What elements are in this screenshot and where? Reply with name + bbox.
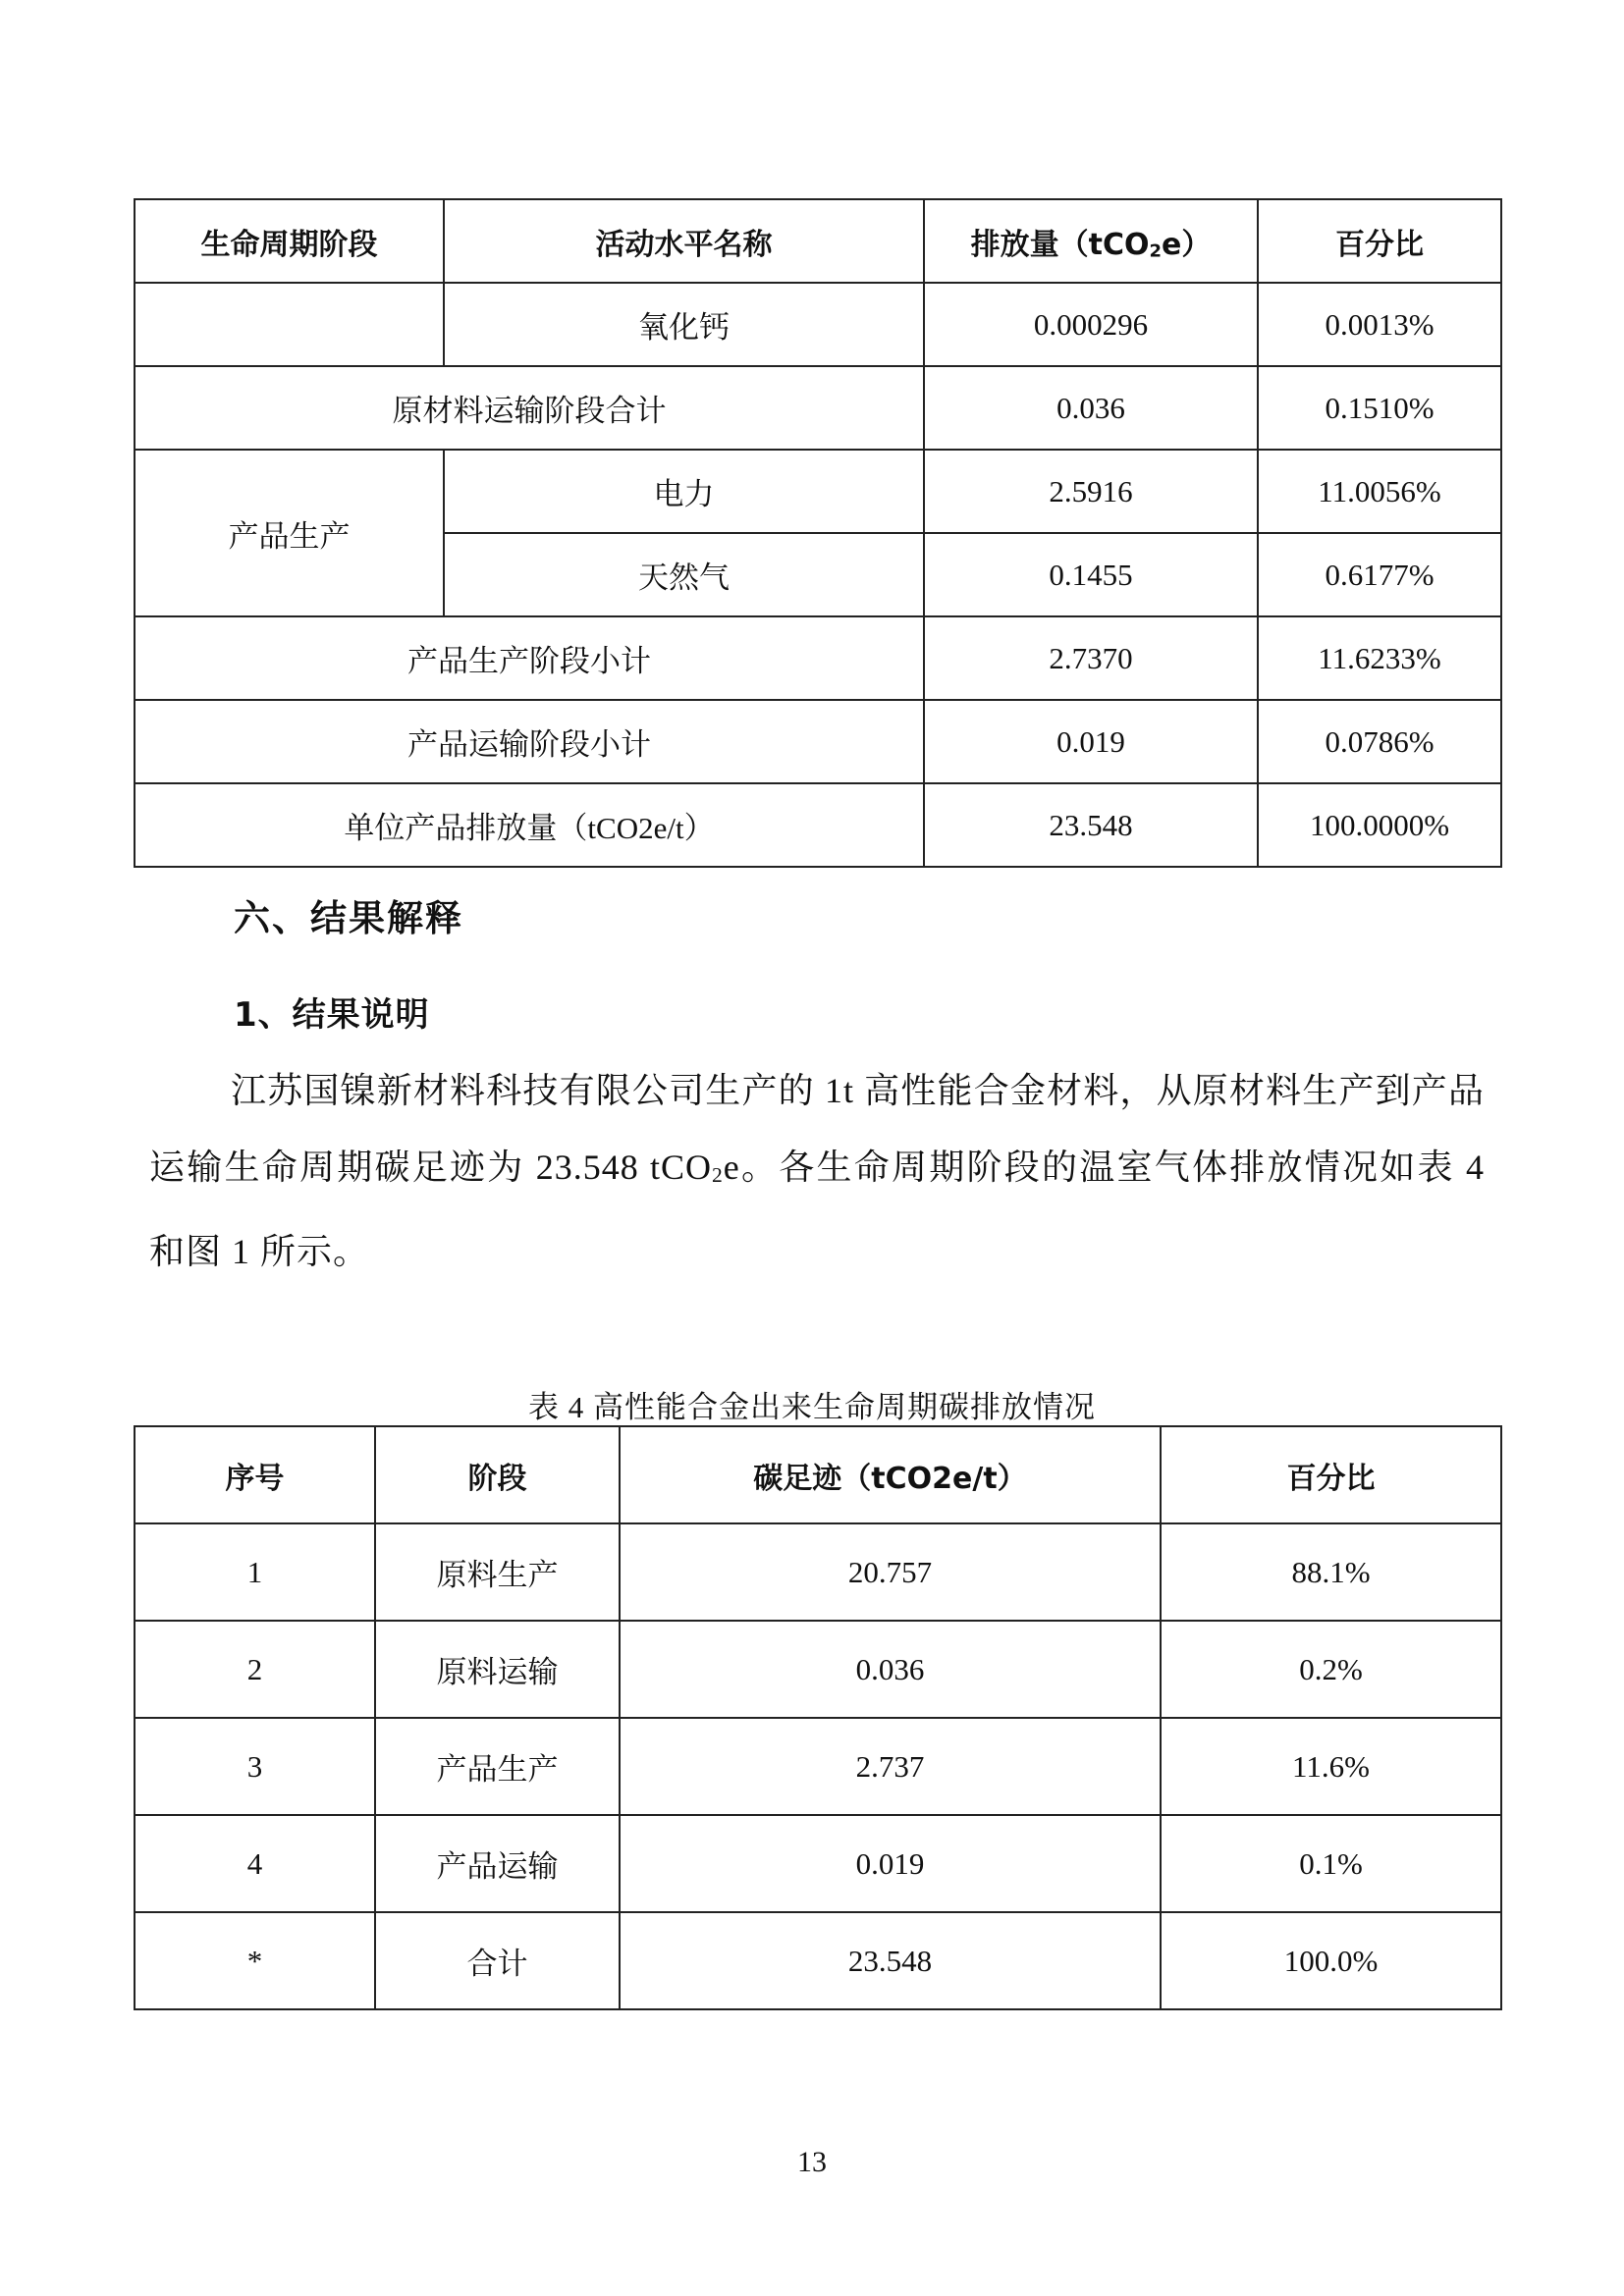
table-row [135,366,1501,450]
cell-stage: 产品生产 [375,1718,620,1815]
cell-footprint: 20.757 [620,1523,1161,1621]
table-row [135,450,1501,533]
result-paragraph: 江苏国镍新材料科技有限公司生产的 1t 高性能合金材料，从原材料生产到产品运输生命周期碳足迹为 23.548 tCO$_2$e。各生命周期阶段的温室气体排放情况如表 4 和图 1 所示。 [149,1071,1485,1272]
cell-subtotal-label: 产品运输阶段小计 [135,700,924,783]
cell-emission: 2.7370 [924,616,1258,700]
cell-emission: 23.548 [924,783,1258,867]
cell-stage: 合计 [375,1912,620,2009]
table-row [135,283,1501,366]
col-header-percent: 百分比 [1258,199,1501,283]
cell-activity: 氧化钙 [444,283,924,366]
section-subheading: 1、结果说明 [234,995,430,1035]
table-row [135,1912,1501,2009]
cell-footprint: 23.548 [620,1912,1161,2009]
cell-stage: 原料生产 [375,1523,620,1621]
cell-emission: 0.036 [924,366,1258,450]
table-caption: 表 4 高性能合金出来生命周期碳排放情况 [528,1390,1096,1424]
cell-activity: 电力 [444,450,924,533]
cell-emission: 2.5916 [924,450,1258,533]
cell-stage-empty [135,283,444,366]
col-header-activity: 活动水平名称 [444,199,924,283]
cell-index: 1 [135,1523,375,1621]
table-row [135,1718,1501,1815]
cell-emission: 0.000296 [924,283,1258,366]
table-row [135,616,1501,700]
cell-percent: 100.0000% [1258,783,1501,867]
cell-percent: 0.0013% [1258,283,1501,366]
cell-index: 4 [135,1815,375,1912]
cell-emission: 0.019 [924,700,1258,783]
cell-footprint: 0.036 [620,1621,1161,1718]
cell-percent: 0.1510% [1258,366,1501,450]
cell-subtotal-label: 产品生产阶段小计 [135,616,924,700]
cell-percent: 0.2% [1161,1621,1501,1718]
cell-stage: 产品生产 [135,450,444,616]
col-header-index: 序号 [135,1426,375,1523]
cell-index: 3 [135,1718,375,1815]
section-heading: 六、结果解释 [234,897,463,939]
cell-percent: 100.0% [1161,1912,1501,2009]
cell-emission: 0.1455 [924,533,1258,616]
cell-percent: 0.0786% [1258,700,1501,783]
table-row [135,1621,1501,1718]
cell-total-label: 单位产品排放量（tCO2e/t） [135,783,924,867]
table-header-row [135,1426,1501,1523]
col-header-stage: 生命周期阶段 [135,199,444,283]
cell-percent: 11.6% [1161,1718,1501,1815]
cell-footprint: 2.737 [620,1718,1161,1815]
cell-percent: 88.1% [1161,1523,1501,1621]
table-row [135,783,1501,867]
cell-index: * [135,1912,375,2009]
col-header-stage: 阶段 [375,1426,620,1523]
cell-subtotal-label: 原材料运输阶段合计 [135,366,924,450]
table-header-row [135,199,1501,283]
col-header-footprint: 碳足迹（tCO2e/t） [620,1426,1161,1523]
emission-table [134,198,1502,868]
cell-index: 2 [135,1621,375,1718]
cell-percent: 0.6177% [1258,533,1501,616]
cell-percent: 0.1% [1161,1815,1501,1912]
cell-activity: 天然气 [444,533,924,616]
table-row [135,1523,1501,1621]
table-row [135,1815,1501,1912]
page-number: 13 [797,2146,827,2178]
cell-percent: 11.0056% [1258,450,1501,533]
cell-percent: 11.6233% [1258,616,1501,700]
table-row [135,700,1501,783]
cell-stage: 产品运输 [375,1815,620,1912]
col-header-percent: 百分比 [1161,1426,1501,1523]
summary-table [134,1425,1502,2010]
col-header-emission: 排放量（tCO$_2$e） [924,199,1258,283]
cell-stage: 原料运输 [375,1621,620,1718]
cell-footprint: 0.019 [620,1815,1161,1912]
